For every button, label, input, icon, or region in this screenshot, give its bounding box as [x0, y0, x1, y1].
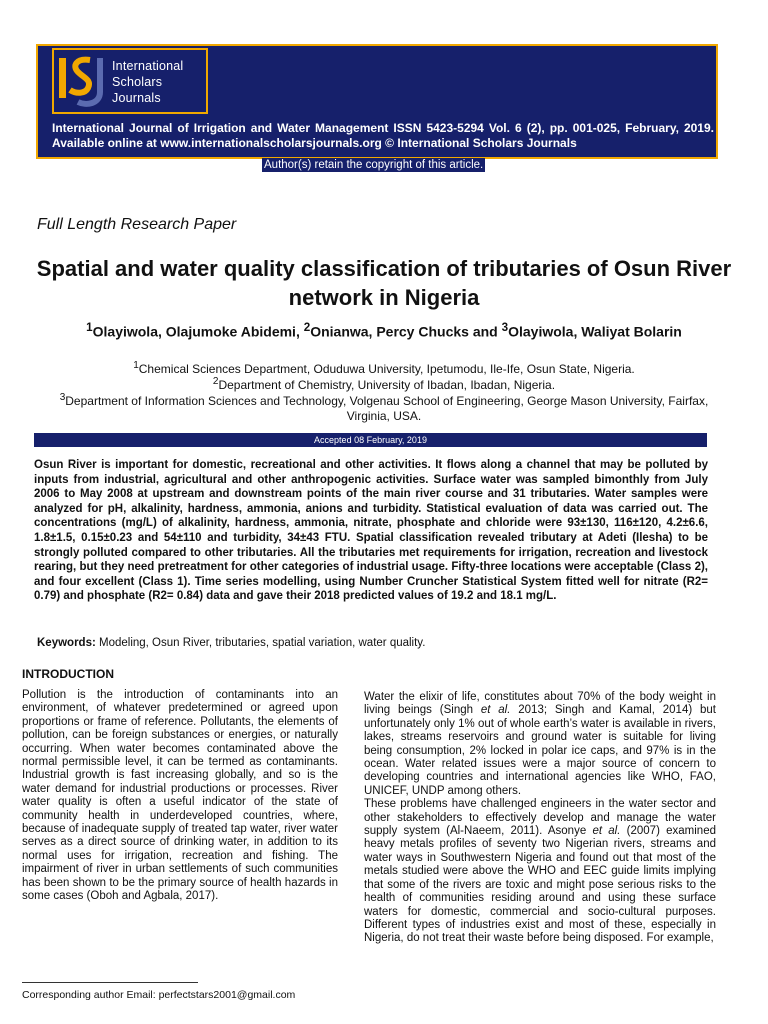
author-name: Olayiwola, Olajumoke Abidemi, [92, 323, 304, 340]
author-sup: 1 [86, 321, 93, 334]
paper-title: Spatial and water quality classification of tributaries of Osun River network in Nigeria [36, 256, 732, 310]
logo-wordmark [112, 58, 208, 106]
logo-line: Scholars [112, 75, 163, 89]
author-name: Olayiwola, Waliyat Bolarin [508, 323, 682, 340]
logo-line: International [112, 59, 184, 73]
author-sup: 2 [303, 321, 311, 334]
text-run: (2007) examined heavy metals profiles of seventy two Nigerian rivers, streams and water ways in Southwestern Nigeria and found out that most of the metals studied were above the WHO and EEC guide limits implying that some of the rivers are toxic and might pose serious risks to the health of communities residing around and using these surface waters for domestic, commercial and socio-cultural purposes. Different types of industries exist and most of these, especially in Nigeria, do not treat their waste before being disposed. For example, [364, 825, 716, 945]
keywords-label: Keywords: [37, 637, 96, 649]
text-run: 2013; Singh and Kamal, 2014) but unfortunately only 1% out of whole earth’s water is available in rivers, lakes, streams reservoirs and ground water is suitable for living being consumption, 2% locked in polar ice caps, and 97% is in the ocean. Water related issues were a major source of concern to developing countries and international agencies like WHO, FAO, UNICEF, UNDP among others. [364, 704, 716, 797]
affiliation [50, 390, 718, 424]
affiliation-text: Department of Information Sciences and Technology, Volgenau School of Engineering, George Mason University, Fairfax, Virginia, USA. [65, 394, 709, 423]
affiliation-sup: 3 [59, 392, 66, 403]
affiliation-sup: 1 [133, 360, 139, 371]
isj-logo-icon [56, 52, 110, 110]
abstract: Osun River is important for domestic, recreational and other activities. It flows along a channel that may be polluted by inputs from industrial, agricultural and other anthropogenic activities. Surface water was sampled bimonthly from July 2006 to May 2008 at upstream and downstream points of the main river course and 31 tributaries. Water samples were analyzed for pH, alkalinity, hardness, ammonia, anions and turbidity. Statistical evaluation of data was carried out. The concentrations (mg/L) of alkalinity, hardness, ammonia, nitrate, phosphate and chloride were 93±130, 116±120, 4.2±6.6, 1.8±1.5, 0.15±0.23 and 54±110 and turbidity, 34±43 FTU. Spatial classification revealed tributary at Adeti (Ilesha) to be strongly polluted compared to other tributaries. All the tributaries met requirements for irrigation, recreation and livestock rearing, but they need pretreatment for other categories of industrial usage. Fifty-three locations were acceptable (Class 2), and four excellent (Class 1). Time series modelling, using Number Cruncher Statistical System fitted well for nitrate (R2= 0.79) and phosphate (R2= 0.84) data and gave their 2018 predicted values of 19.2 and 18.1 mg/L. [34, 459, 708, 603]
copyright-note: Author(s) retain the copyright of this article. [264, 159, 484, 171]
keywords-text: Modeling, Osun River, tributaries, spatial variation, water quality. [95, 637, 426, 649]
author-list [30, 321, 738, 340]
text-run-italic: et al. [592, 825, 621, 838]
intro-column-left [22, 689, 338, 904]
author-name: Onianwa, Percy Chucks and [310, 323, 502, 340]
footnote-divider [22, 982, 198, 983]
text-run-italic: et al. [480, 704, 511, 717]
text-run: Water the elixir of life, constitutes about 70% of the body weight in living beings (Singh [364, 691, 716, 717]
paragraph: Pollution is the introduction of contaminants into an environment, of whatever predetermined or agreed upon proportions or frame of reference. Pollutants, the elements of pollution, can be foreign substances or energies, or naturally occurring. When water becomes contaminated above the normal permissible level, it can be termed as contaminants. Industrial growth is fast increasing globally, and so is the water demand for industrial productions or processes. River water quality is often a useful indicator of the state of community health in underdeveloped countries, where, because of inadequate supply of treated tap water, river water serves as a direct source of drinking water, in addition to its normal uses for irrigation, recreation and fishing. The impairment of river in urban settlements of such communities has been shown to be the primary source of health hazards in some cases (Oboh and Agbala, 2017). [22, 689, 338, 903]
accepted-date-band: Accepted 08 February, 2019 [34, 433, 707, 447]
author-sup: 3 [501, 321, 509, 334]
journal-citation: International Journal of Irrigation and Water Management ISSN 5423-5294 Vol. 6 (2), pp. 001-025, February, 2019. Available online at www.internationalscholarsjournals.org © International Scholars Journals [52, 121, 714, 150]
intro-column-right [364, 691, 716, 946]
text-run: These problems have challenged engineers in the water sector and other stakeholders to effectively develop and manage the water supply system (Al-Naeem, 2011). Asonye [364, 798, 716, 838]
keywords [37, 637, 425, 649]
corresponding-author-footnote: Corresponding author Email: perfectstars2001@gmail.com [22, 989, 296, 1001]
section-heading-introduction: INTRODUCTION [22, 667, 114, 681]
paragraph [364, 798, 716, 945]
affiliation-text: Chemical Sciences Department, Oduduwa University, Ipetumodu, Ile-Ife, Osun State, Nigeria. [138, 362, 635, 376]
affiliation-sup: 2 [212, 376, 219, 387]
paragraph [364, 691, 716, 798]
logo-line: Journals [112, 91, 161, 105]
paper-type-label: Full Length Research Paper [37, 216, 237, 233]
affiliation-text: Department of Chemistry, University of Ibadan, Ibadan, Nigeria. [218, 378, 556, 392]
